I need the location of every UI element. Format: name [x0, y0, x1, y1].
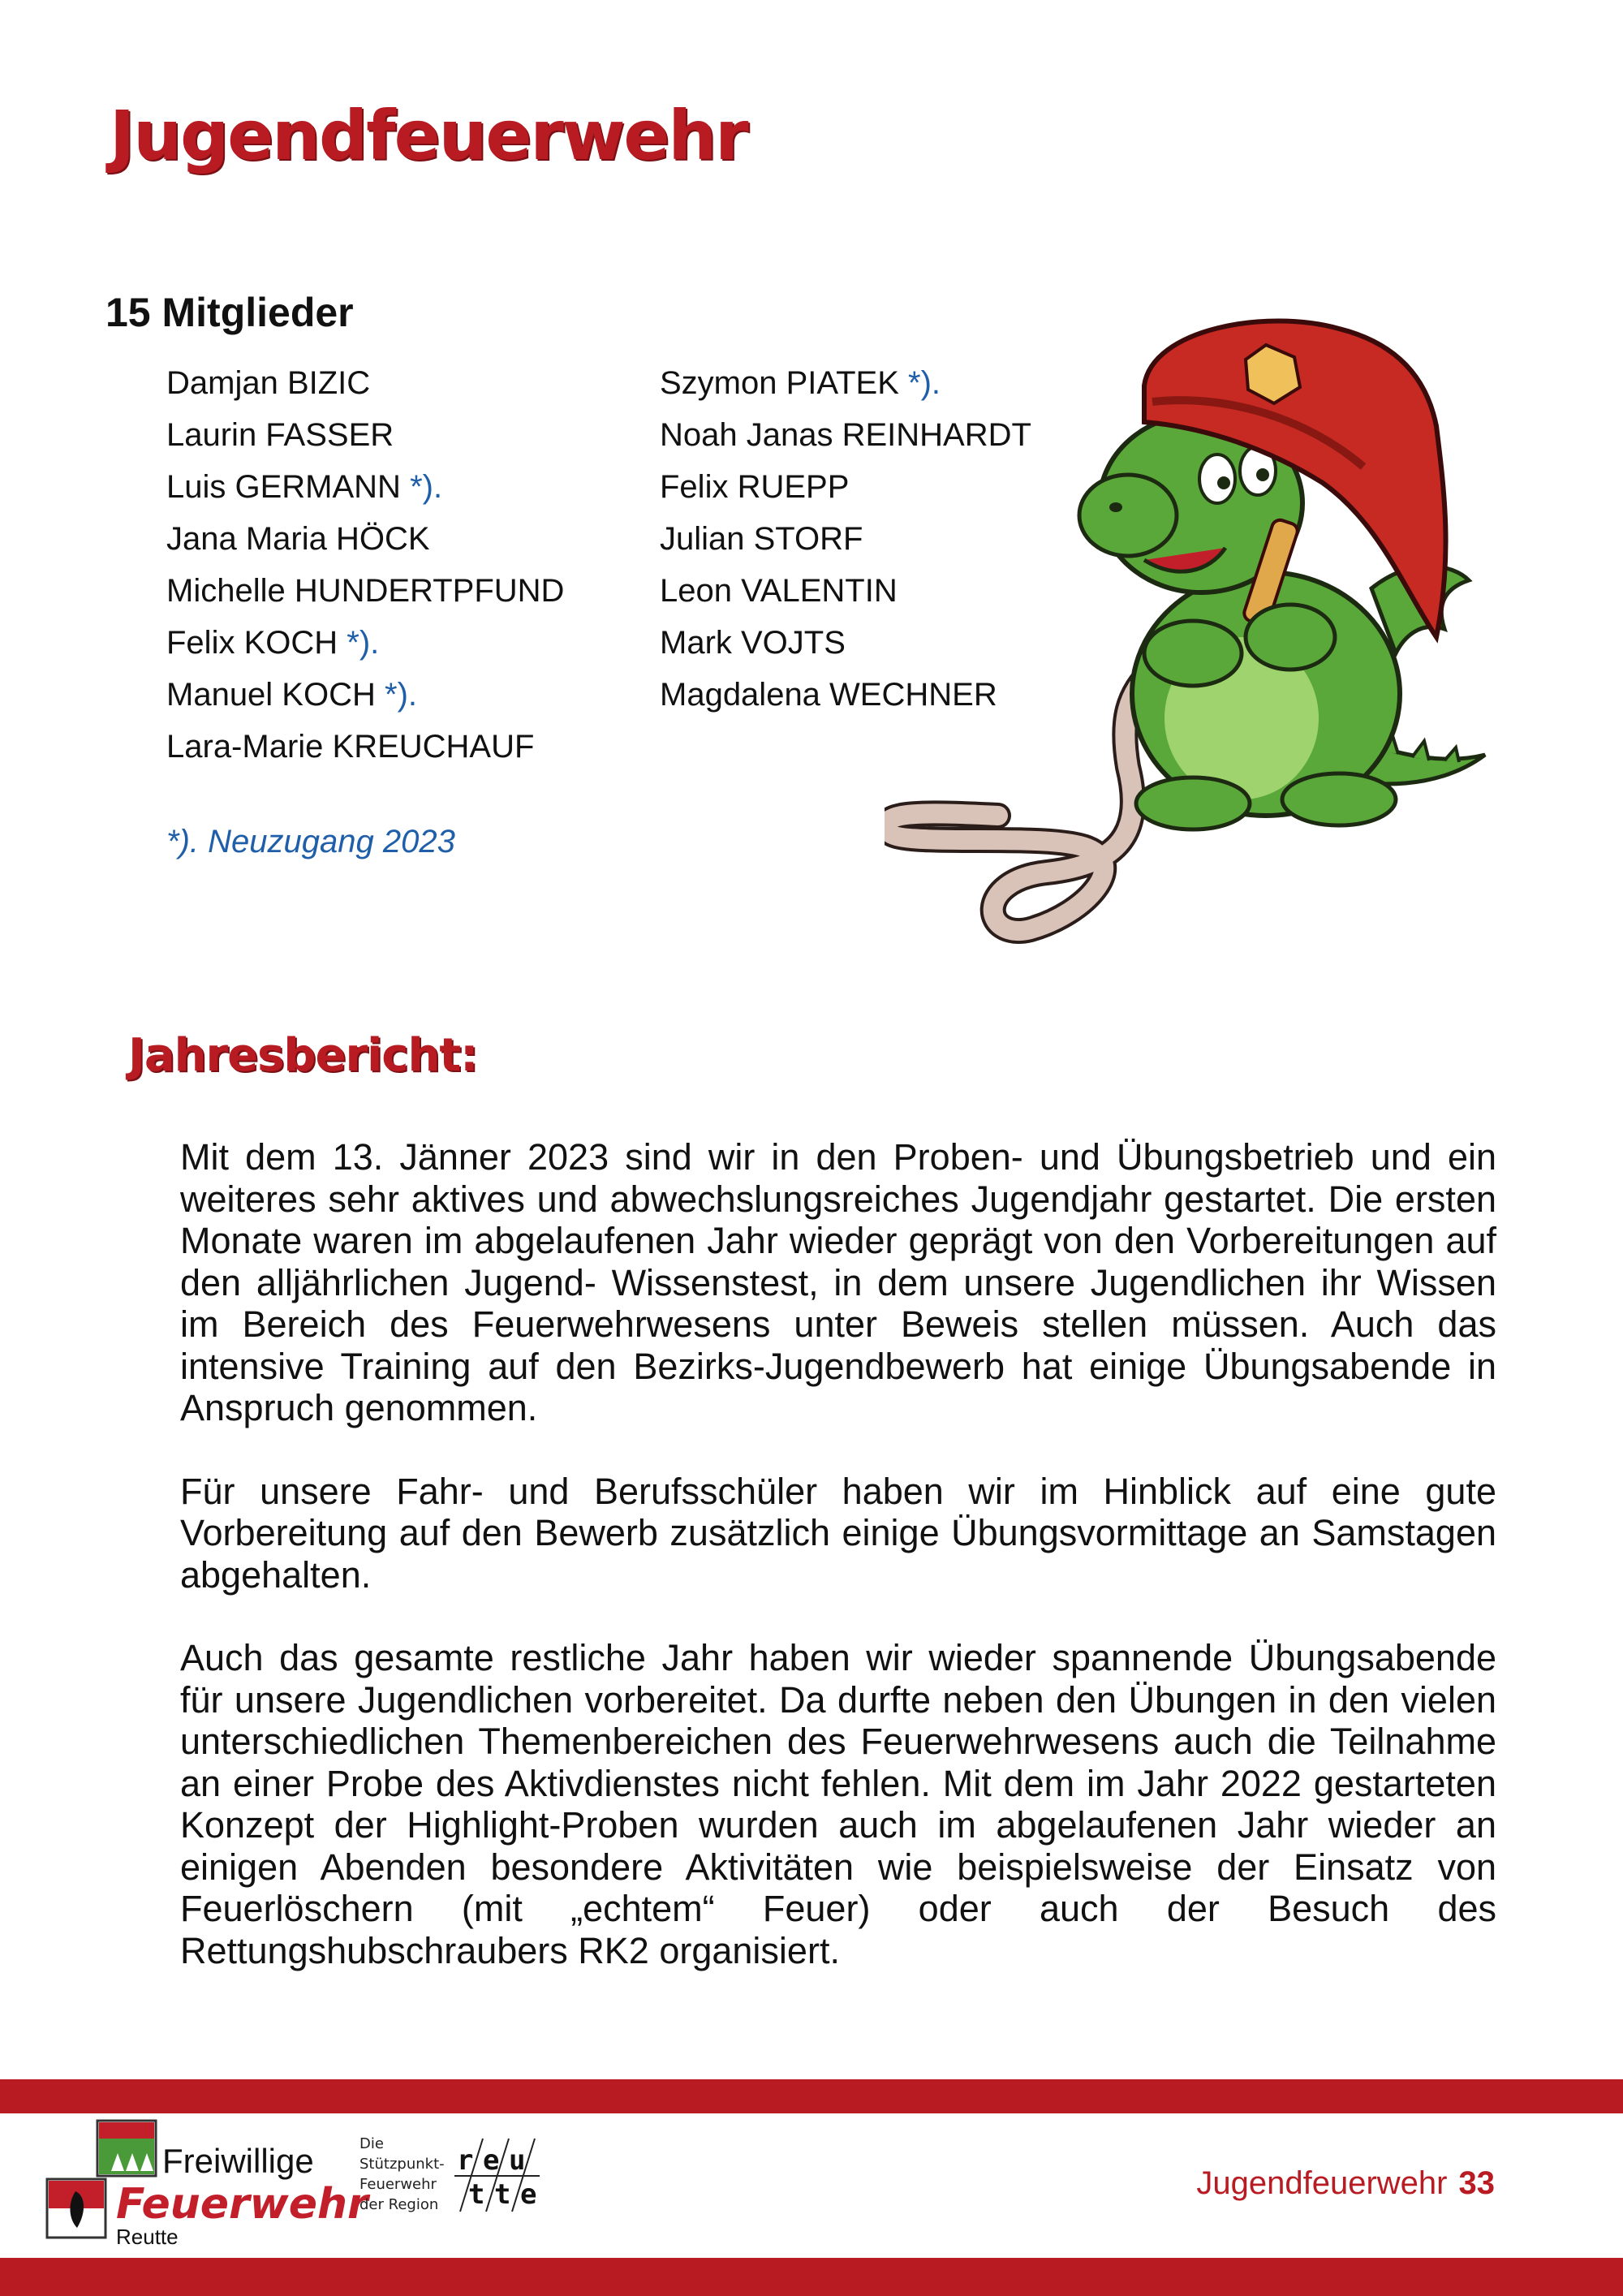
- member-name: Felix RUEPP: [660, 469, 850, 505]
- member-item: [166, 513, 564, 565]
- new-member-mark: *).: [908, 365, 941, 401]
- footer-section: [1196, 2165, 1495, 2202]
- report-body: [180, 1136, 1496, 2013]
- new-member-mark: *).: [347, 625, 380, 661]
- member-item: [166, 565, 564, 617]
- footer-band-bottom: [0, 2258, 1623, 2296]
- new-member-mark: *).: [410, 469, 443, 505]
- member-name: Michelle HUNDERTPFUND: [166, 573, 565, 609]
- member-item: [166, 409, 564, 461]
- mark-letter: e: [520, 2178, 537, 2211]
- member-name: Manuel KOCH: [166, 677, 376, 713]
- members-list-left: [166, 357, 564, 773]
- logo-line1: Freiwillige: [162, 2142, 314, 2180]
- mark-letter: t: [468, 2178, 485, 2211]
- member-item: [166, 357, 564, 409]
- member-name: Damjan BIZIC: [166, 365, 371, 401]
- logo-tagline: der Region: [359, 2196, 439, 2213]
- member-item: [166, 617, 564, 669]
- footer-band-top: [0, 2079, 1623, 2113]
- dragon-firefighter-mascot-icon: [885, 312, 1501, 946]
- member-name: Felix KOCH: [166, 625, 338, 661]
- logo-tagline: Die: [359, 2135, 384, 2152]
- member-item: [166, 669, 564, 721]
- mark-letter: r: [457, 2144, 474, 2177]
- member-name: Mark VOJTS: [660, 625, 846, 661]
- logo-tagline: Feuerwehr: [359, 2176, 437, 2193]
- member-name: Julian STORF: [660, 521, 863, 557]
- page-number: 33: [1458, 2165, 1495, 2201]
- report-paragraph: Auch das gesamte restliche Jahr haben wir wieder spannende Übungsabende für unsere Jugendlichen vorbereitet. Da durfte neben den Übungen in den vielen unterschiedlichen Themenbereichen des Feuerwehrwesens auch die Teilnahme an einer Probe des Aktivdienstes nicht fehlen. Mit dem im Jahr 2022 gestarteten Konzept der Highlight-Proben wurden auch im abgelaufenen Jahr wieder an einigen Abenden besondere Aktivitäten wie beispielsweise der Einsatz von Feuerlöschern (mit „echtem“ Feuer) oder auch der Besuch des Rettungshubschraubers RK2 organisiert.: [180, 1637, 1496, 1971]
- member-name: Leon VALENTIN: [660, 573, 898, 609]
- member-name: Jana Maria HÖCK: [166, 521, 430, 557]
- mark-letter: t: [494, 2178, 511, 2211]
- logo-line3: Reutte: [116, 2225, 179, 2249]
- report-paragraph: Mit dem 13. Jänner 2023 sind wir in den Proben- und Übungsbetrieb und ein weiteres sehr aktives und abwechslungsreiches Jugendjahr gestartet. Die ersten Monate waren im abgelaufenen Jahr wieder geprägt von den Vorbereitungen auf den alljährlichen Jugend- Wissenstest, in dem unsere Jugendlichen ihr Wissen im Bereich des Feuerwehrwesens unter Beweis stellen müssen. Auch das intensive Training auf den Bezirks-Jugendbewerb hat einige Übungsabende in Anspruch genommen.: [180, 1136, 1496, 1428]
- members-heading: 15 Mitglieder: [105, 290, 354, 335]
- mark-letter: u: [509, 2144, 526, 2177]
- mark-letter: e: [483, 2144, 500, 2177]
- logo-line2: Feuerwehr: [116, 2180, 368, 2229]
- logo-tagline: Stützpunkt-: [359, 2156, 445, 2173]
- member-name: Laurin FASSER: [166, 417, 394, 453]
- footnote: *). Neuzugang 2023: [166, 824, 455, 859]
- fire-brigade-logo: [45, 2114, 556, 2252]
- new-member-mark: *).: [385, 677, 417, 713]
- page-title: Jugendfeuerwehr: [110, 96, 747, 175]
- member-name: Magdalena WECHNER: [660, 677, 997, 713]
- report-paragraph: Für unsere Fahr- und Berufsschüler haben wir im Hinblick auf eine gute Vorbereitung auf den Bewerb zusätzlich einige Übungsvormittage an Samstagen abgehalten.: [180, 1470, 1496, 1596]
- member-name: Noah Janas REINHARDT: [660, 417, 1031, 453]
- member-name: Szymon PIATEK: [660, 365, 899, 401]
- section-title: Jahresbericht:: [128, 1029, 478, 1082]
- member-name: Luis GERMANN: [166, 469, 401, 505]
- member-item: [166, 721, 564, 773]
- footer-section-label: Jugendfeuerwehr: [1196, 2165, 1448, 2201]
- member-item: [166, 461, 564, 513]
- member-name: Lara-Marie KREUCHAUF: [166, 729, 535, 765]
